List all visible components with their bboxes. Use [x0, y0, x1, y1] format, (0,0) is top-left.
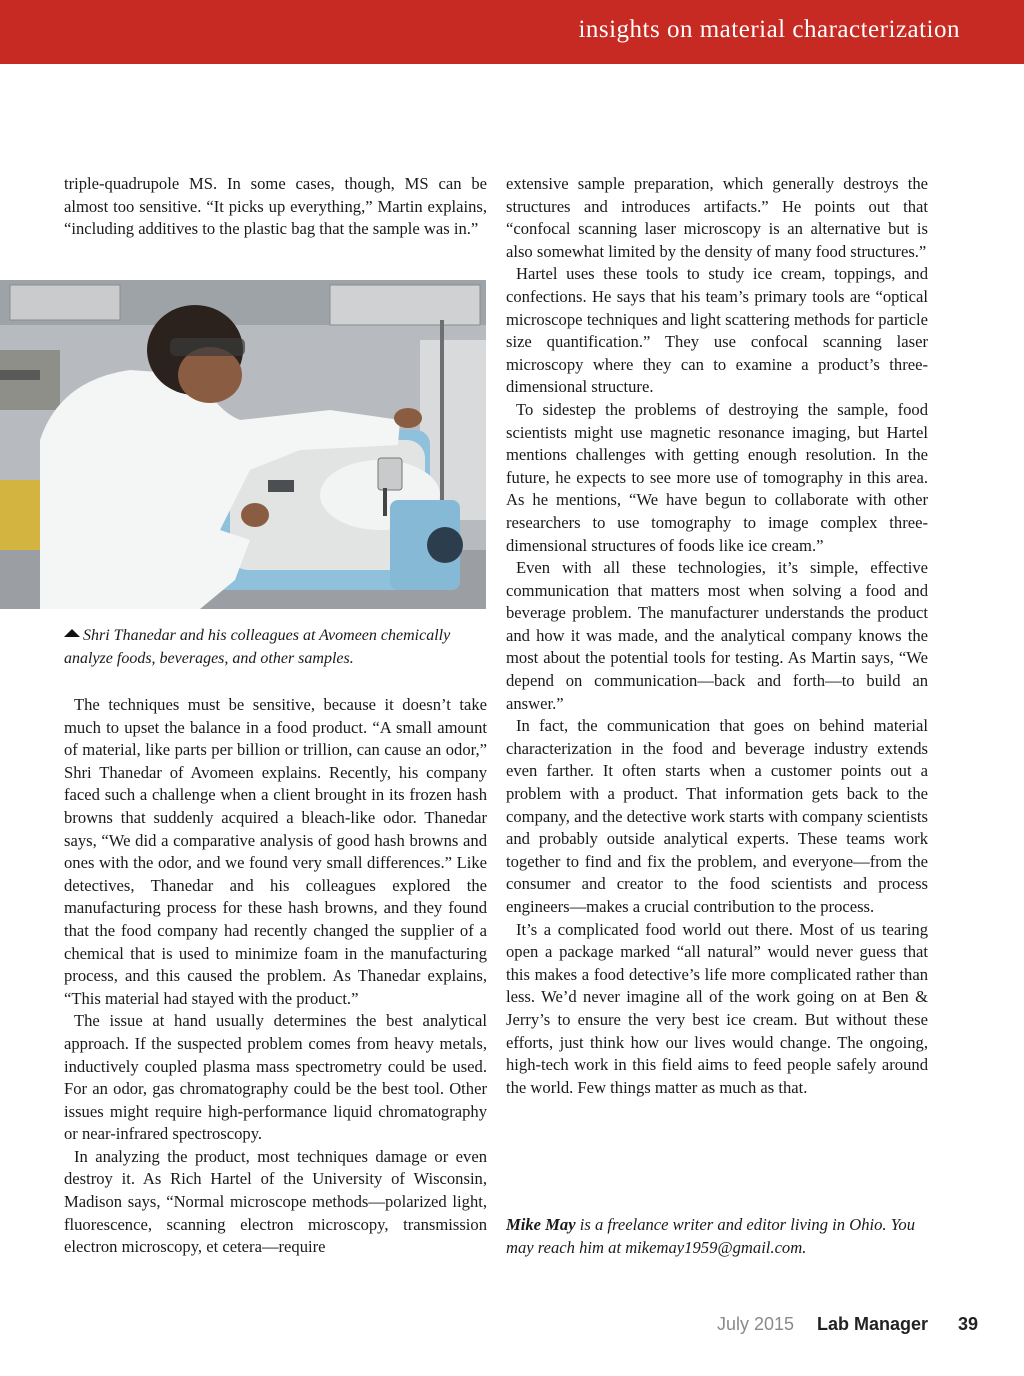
caption-text: Shri Thanedar and his colleagues at Avomeen chemically analyze foods, beverages, and other samples.	[64, 627, 451, 667]
caret-up-icon	[64, 629, 80, 637]
left-column-top	[64, 173, 487, 241]
body-paragraph: In analyzing the product, most techniques damage or even destroy it. As Rich Hartel of the University of Wisconsin, Madison says, “Normal microscope methods—polarized light, fluorescence, scanning electron microscopy, transmission electron microscopy, et cetera—require	[64, 1146, 487, 1257]
body-paragraph: It’s a complicated food world out there. Most of us tearing open a package marked “all natural” would never guess that this makes a food detective’s life more complicated rather than less. We’d never imagine all of the work going on at Ben & Jerry’s to ensure the very best ice cream. But without these efforts, just think how our lives would change. The ongoing, high-tech work in this field aims to feed people safely around the world. Few things matter as much as that.	[506, 919, 928, 1097]
issue-date: July 2015	[716, 1314, 794, 1334]
body-paragraph: The techniques must be sensitive, because it doesn’t take much to upset the balance in a food product. “A small amount of material, like parts per billion or trillion, can cause an odor,” Shri Thanedar of Avomeen explains. Recently, his company faced such a challenge when a client brought in its frozen hash browns that suddenly acquired a bleach-like odor. Thanedar says, “We did a comparative analysis of good hash browns and ones with the odor, and we found very small differences.” Like detectives, Thanedar and his colleagues explored the manufacturing process for these hash browns, and they found that the food company had recently changed the supplier of a chemical that is used to minimize foam in the manufacturing process, and this caused the problem. As Thanedar explains, “This material had stayed with the product.”	[64, 695, 487, 1008]
body-paragraph: To sidestep the problems of destroying the sample, food scientists might use magnetic resonance imaging, but Hartel mentions challenges with getting enough resolution. In the future, he expects to see more use of tomography in this area. As he mentions, “We have begun to collaborate with other researchers to use tomography to image complex three-dimensional structures of foods like ice cream.”	[506, 399, 928, 555]
scientist-with-analyzer-illustration	[0, 280, 486, 609]
header-banner	[0, 0, 1024, 64]
section-title: insights on material characterization	[578, 16, 960, 43]
left-column-body	[64, 694, 487, 1259]
author-bio: is a freelance writer and editor living in Ohio. You may reach him at mikemay1959@gmail.com.	[506, 1215, 915, 1257]
author-name: Mike May	[506, 1215, 576, 1234]
body-paragraph: Even with all these technologies, it’s simple, effective communication that matters most when solving a food and beverage problem. The manufacturer understands the product and how it was made, and the analytical company knows the most about the potential tools for testing. As Martin says, “We depend on communication—back and forth—to build an answer.”	[506, 558, 928, 713]
photo-caption	[64, 625, 487, 670]
body-paragraph: Hartel uses these tools to study ice cream, toppings, and confections. He says that his team’s primary tools are “optical microscope techniques and light scattering methods for particle size quantification.” They use confocal scanning laser microscopy where they can to examine a product’s three-dimensional structure.	[506, 264, 928, 397]
body-paragraph: extensive sample preparation, which generally destroys the structures and introduces artifacts.” He points out that “confocal scanning laser microscopy is an alternative but is also somewhat limited by the density of many food structures.”	[506, 174, 928, 261]
author-byline	[506, 1214, 928, 1259]
page-number: 39	[957, 1314, 978, 1334]
body-paragraph: triple-quadrupole MS. In some cases, though, MS can be almost too sensitive. “It picks up everything,” Martin explains, “including additives to the plastic bag that the sample was in.”	[64, 174, 487, 239]
magazine-name: Lab Manager	[816, 1314, 928, 1334]
body-paragraph: In fact, the communication that goes on behind material characterization in the food and beverage industry extends even farther. It often starts when a customer points out a problem with a product. That information gets back to the company, and the detective work starts with company scientists and probably outside analytical experts. These teams work together to find and fix the problem, and everyone—from the consumer and creator to the food scientists and process engineers—makes a crucial contribution to the process.	[506, 716, 928, 916]
lab-photo	[0, 280, 486, 609]
body-paragraph: The issue at hand usually determines the best analytical approach. If the suspected problem comes from heavy metals, inductively coupled plasma mass spectrometry could be used. For an odor, gas chromatography could be the best tool. Other issues might require high-performance liquid chromatography or near-infrared spectroscopy.	[64, 1011, 487, 1144]
right-column	[506, 173, 928, 1099]
